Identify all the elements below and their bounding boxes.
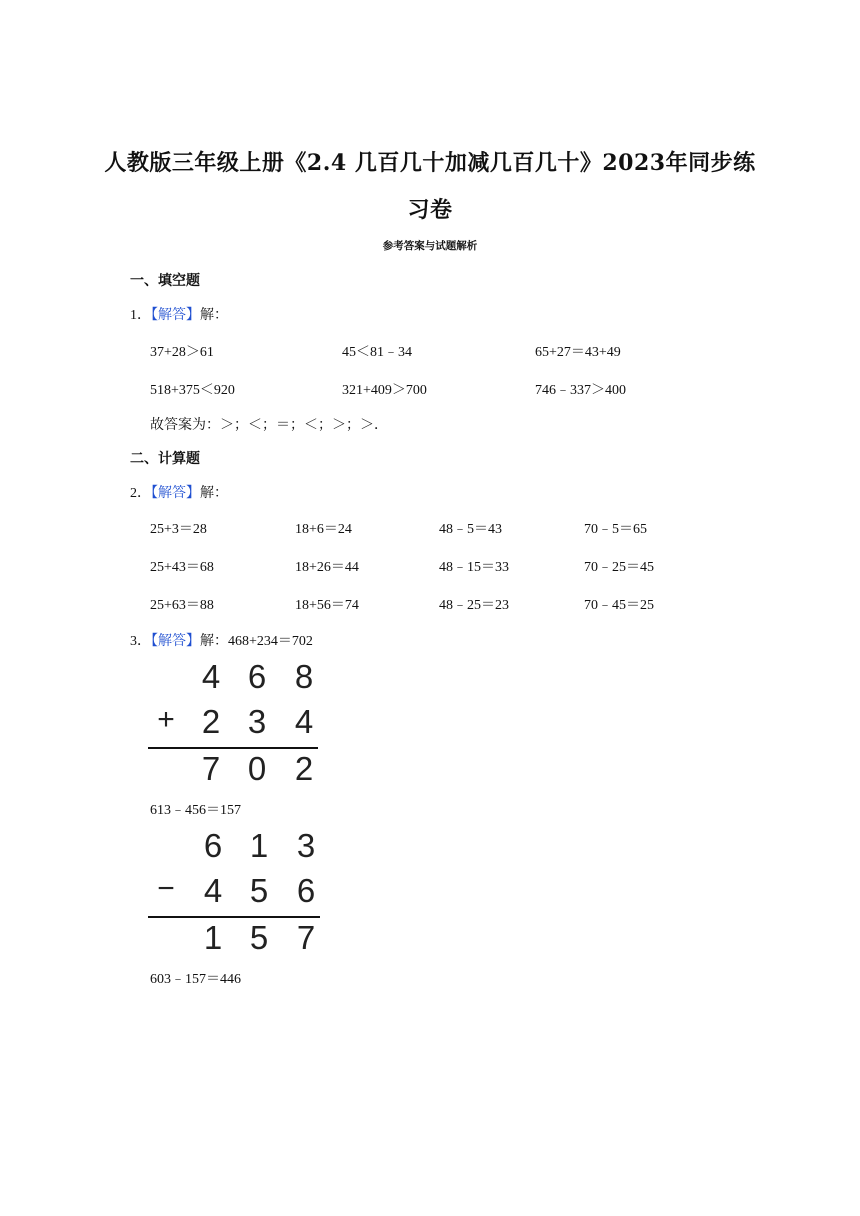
page-title-line2: 习卷 [407, 197, 453, 223]
q2-jie: 解： [200, 486, 228, 501]
q2-cell: 70﹣45＝25 [584, 598, 654, 613]
vertical-addition [148, 658, 320, 790]
digit: 0 [247, 750, 267, 787]
digit: 1 [249, 827, 269, 864]
q2-cell: 25+63＝88 [150, 598, 214, 613]
q2-cell: 70﹣25＝45 [584, 560, 654, 575]
digit: 4 [294, 703, 314, 740]
digit: 6 [203, 827, 223, 864]
q1-number: 1． [130, 308, 151, 323]
digit: 3 [296, 827, 316, 864]
digit: 2 [294, 750, 314, 787]
digit: 8 [294, 658, 314, 695]
q1-cell: 37+28＞61 [150, 345, 214, 360]
q2-cell: 25+3＝28 [150, 522, 207, 537]
q1-jie: 解： [200, 308, 228, 323]
digit: 2 [201, 703, 221, 740]
difference-line [148, 916, 320, 918]
q1-cell: 518+375＜920 [150, 383, 235, 398]
plus-sign: + [157, 703, 175, 736]
page-title-line1: 人教版三年级上册《2.4 几百几十加减几百几十》2023年同步练 [104, 150, 756, 176]
q1-cell: 45＜81﹣34 [342, 345, 412, 360]
q3-answer-tag: 【解答】 [151, 634, 200, 649]
q1-answer: 故答案为：＞；＜；＝；＜；＞；＞． [150, 418, 388, 433]
q1-cell: 746﹣337＞400 [535, 383, 626, 398]
sum-line [148, 747, 318, 749]
q1-answer-tag: 【解答】 [151, 308, 200, 323]
q2-cell: 18+6＝24 [295, 522, 352, 537]
digit: 3 [247, 703, 267, 740]
q3-header [130, 630, 313, 650]
q1-header [130, 304, 228, 324]
q2-cell: 48﹣15＝33 [439, 560, 509, 575]
digit: 6 [247, 658, 267, 695]
q1-cell: 65+27＝43+49 [535, 345, 621, 360]
q2-cell: 18+56＝74 [295, 598, 359, 613]
digit: 5 [249, 872, 269, 909]
digit: 7 [296, 919, 316, 956]
q3-number: 3． [130, 634, 151, 649]
digit: 7 [201, 750, 221, 787]
digit: 5 [249, 919, 269, 956]
vertical-subtraction [148, 827, 322, 959]
section-fill-in: 一、填空题 [130, 273, 200, 289]
minus-sign: − [157, 872, 175, 905]
digit: 4 [201, 658, 221, 695]
q2-answer-tag: 【解答】 [151, 486, 200, 501]
q2-cell: 18+26＝44 [295, 560, 359, 575]
q2-cell: 48﹣25＝23 [439, 598, 509, 613]
digit: 1 [203, 919, 223, 956]
q2-cell: 70﹣5＝65 [584, 522, 647, 537]
subtitle: 参考答案与试题解析 [382, 240, 478, 252]
section-calculation: 二、计算题 [130, 451, 200, 467]
q2-header [130, 482, 228, 502]
q3-equation: 解：468+234＝702 [200, 634, 313, 649]
q3-equation-2: 613﹣456＝157 [150, 803, 241, 818]
q2-cell: 48﹣5＝43 [439, 522, 502, 537]
q1-cell: 321+409＞700 [342, 383, 427, 398]
q2-number: 2． [130, 486, 151, 501]
digit: 4 [203, 872, 223, 909]
q2-cell: 25+43＝68 [150, 560, 214, 575]
digit: 6 [296, 872, 316, 909]
q3-equation-3: 603﹣157＝446 [150, 972, 241, 987]
